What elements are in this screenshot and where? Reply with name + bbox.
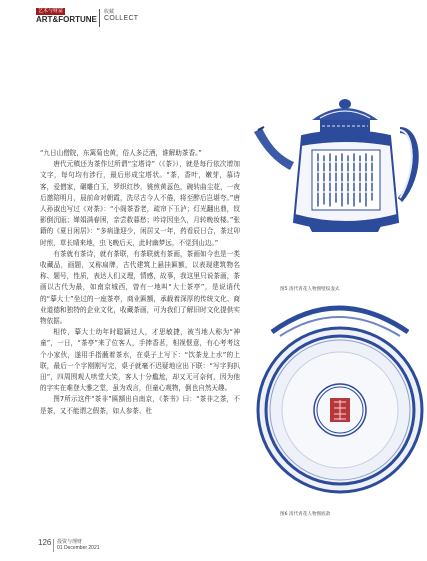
header-divider — [99, 9, 100, 27]
footer-divider — [53, 539, 54, 552]
page-number: 126 — [38, 538, 52, 547]
article-paragraph: 图7所示这件“茶非”匾额出自南京，《茶书》曰：“茶非之茶，不是茶，又不能谓之假茶，如人参茶、杜 — [40, 395, 240, 415]
section-label-en: COLLECT — [104, 15, 139, 22]
teapot-photo — [250, 90, 422, 240]
section-label-cn: 收藏 — [104, 9, 115, 15]
magazine-title: 投资与理财 — [57, 539, 83, 545]
porcelain-base-photo — [250, 292, 427, 502]
article-body — [40, 148, 240, 417]
article-paragraph: 有茶就有茶诗，就有茶联，有茶联就有茶画，茶画如今也是一类收藏品，画题，又称扁牌，古代建筑上悬挂匾额，以表现建筑物名称、题号，性质，表达人们义理，情感，故事，我这里只说茶画，茶画以古代为最，如南京城西，曾有一地叫“大士茶亭”，是说诮代的“摹大士”坐过的一座茶亭，商业匾额，承载着深厚的传统文化、商业道德和独特的企业文化，收藏茶画，可为我们了解旧时文化提供实物依据。 — [40, 249, 240, 326]
article-paragraph: “九日山僧院，东篱菊也黄，俗人多泛酒，谁解助茶香。” — [40, 149, 202, 157]
issue-date: 01 December 2021 — [57, 545, 100, 551]
article-paragraph: 唐代元稹还为茶作过所谓“宝塔诗”（《茶》），就是每行依次增加文字，每句均有涉行，最后形成宝塔状。“茶，香叶，嫩芽，慕诗客，爱僧家，碾雕白玉，罗织红纱，铫煎黄蕊色，碗转曲尘花，一夜后邀陪明月，晨前命对朝霞，洗尽古今人不倦，将至醉后岂堪夸。”唐人孙淑也写过《对茶》：“小阁茶香老，疏帘下玉泸；灯光翻出鼎，钗影倒沉瓯；婵娟满春困，亲尝救暮愁；吟诗因坐久，月转晚妆楼。”张籍的《夏日闲居》：“多病逢迎少，闲居又一年，药看辰日合，茶过卯时煎，草长晴来地，虫飞晚后天，此时幽梦远，不觉到山边。” — [40, 160, 240, 247]
figure-caption: 图6 清代青花人物图底款 — [280, 512, 331, 517]
brand-subtitle: 艺术与财富 — [38, 8, 64, 14]
brand-logo-text: ART&FORTUNE — [36, 15, 97, 24]
figure-caption: 图5 清代青花人物图壁纹壶式 — [280, 287, 340, 292]
article-paragraph: 相传，摹大士幼年时聪颖过人，才思敏捷，被当地人称为“神童”，一日，“茶亭”来了位客人，手捧香茗，相视惬意，有心考考这个小家伙，遂用手指蘸着茶水，在桌子上写下：“饮茶龙上水”的上联，最后一个字刚刚写完，桌子就毫不迟疑地应出下联：“写字狗扒田”，四周围观人哄堂大笑，客人十分尴尬，却又无可奈何，因为他的字实在难登大雅之堂，虽为戏言，但童心观物，倒也自然天趣。 — [40, 328, 240, 393]
